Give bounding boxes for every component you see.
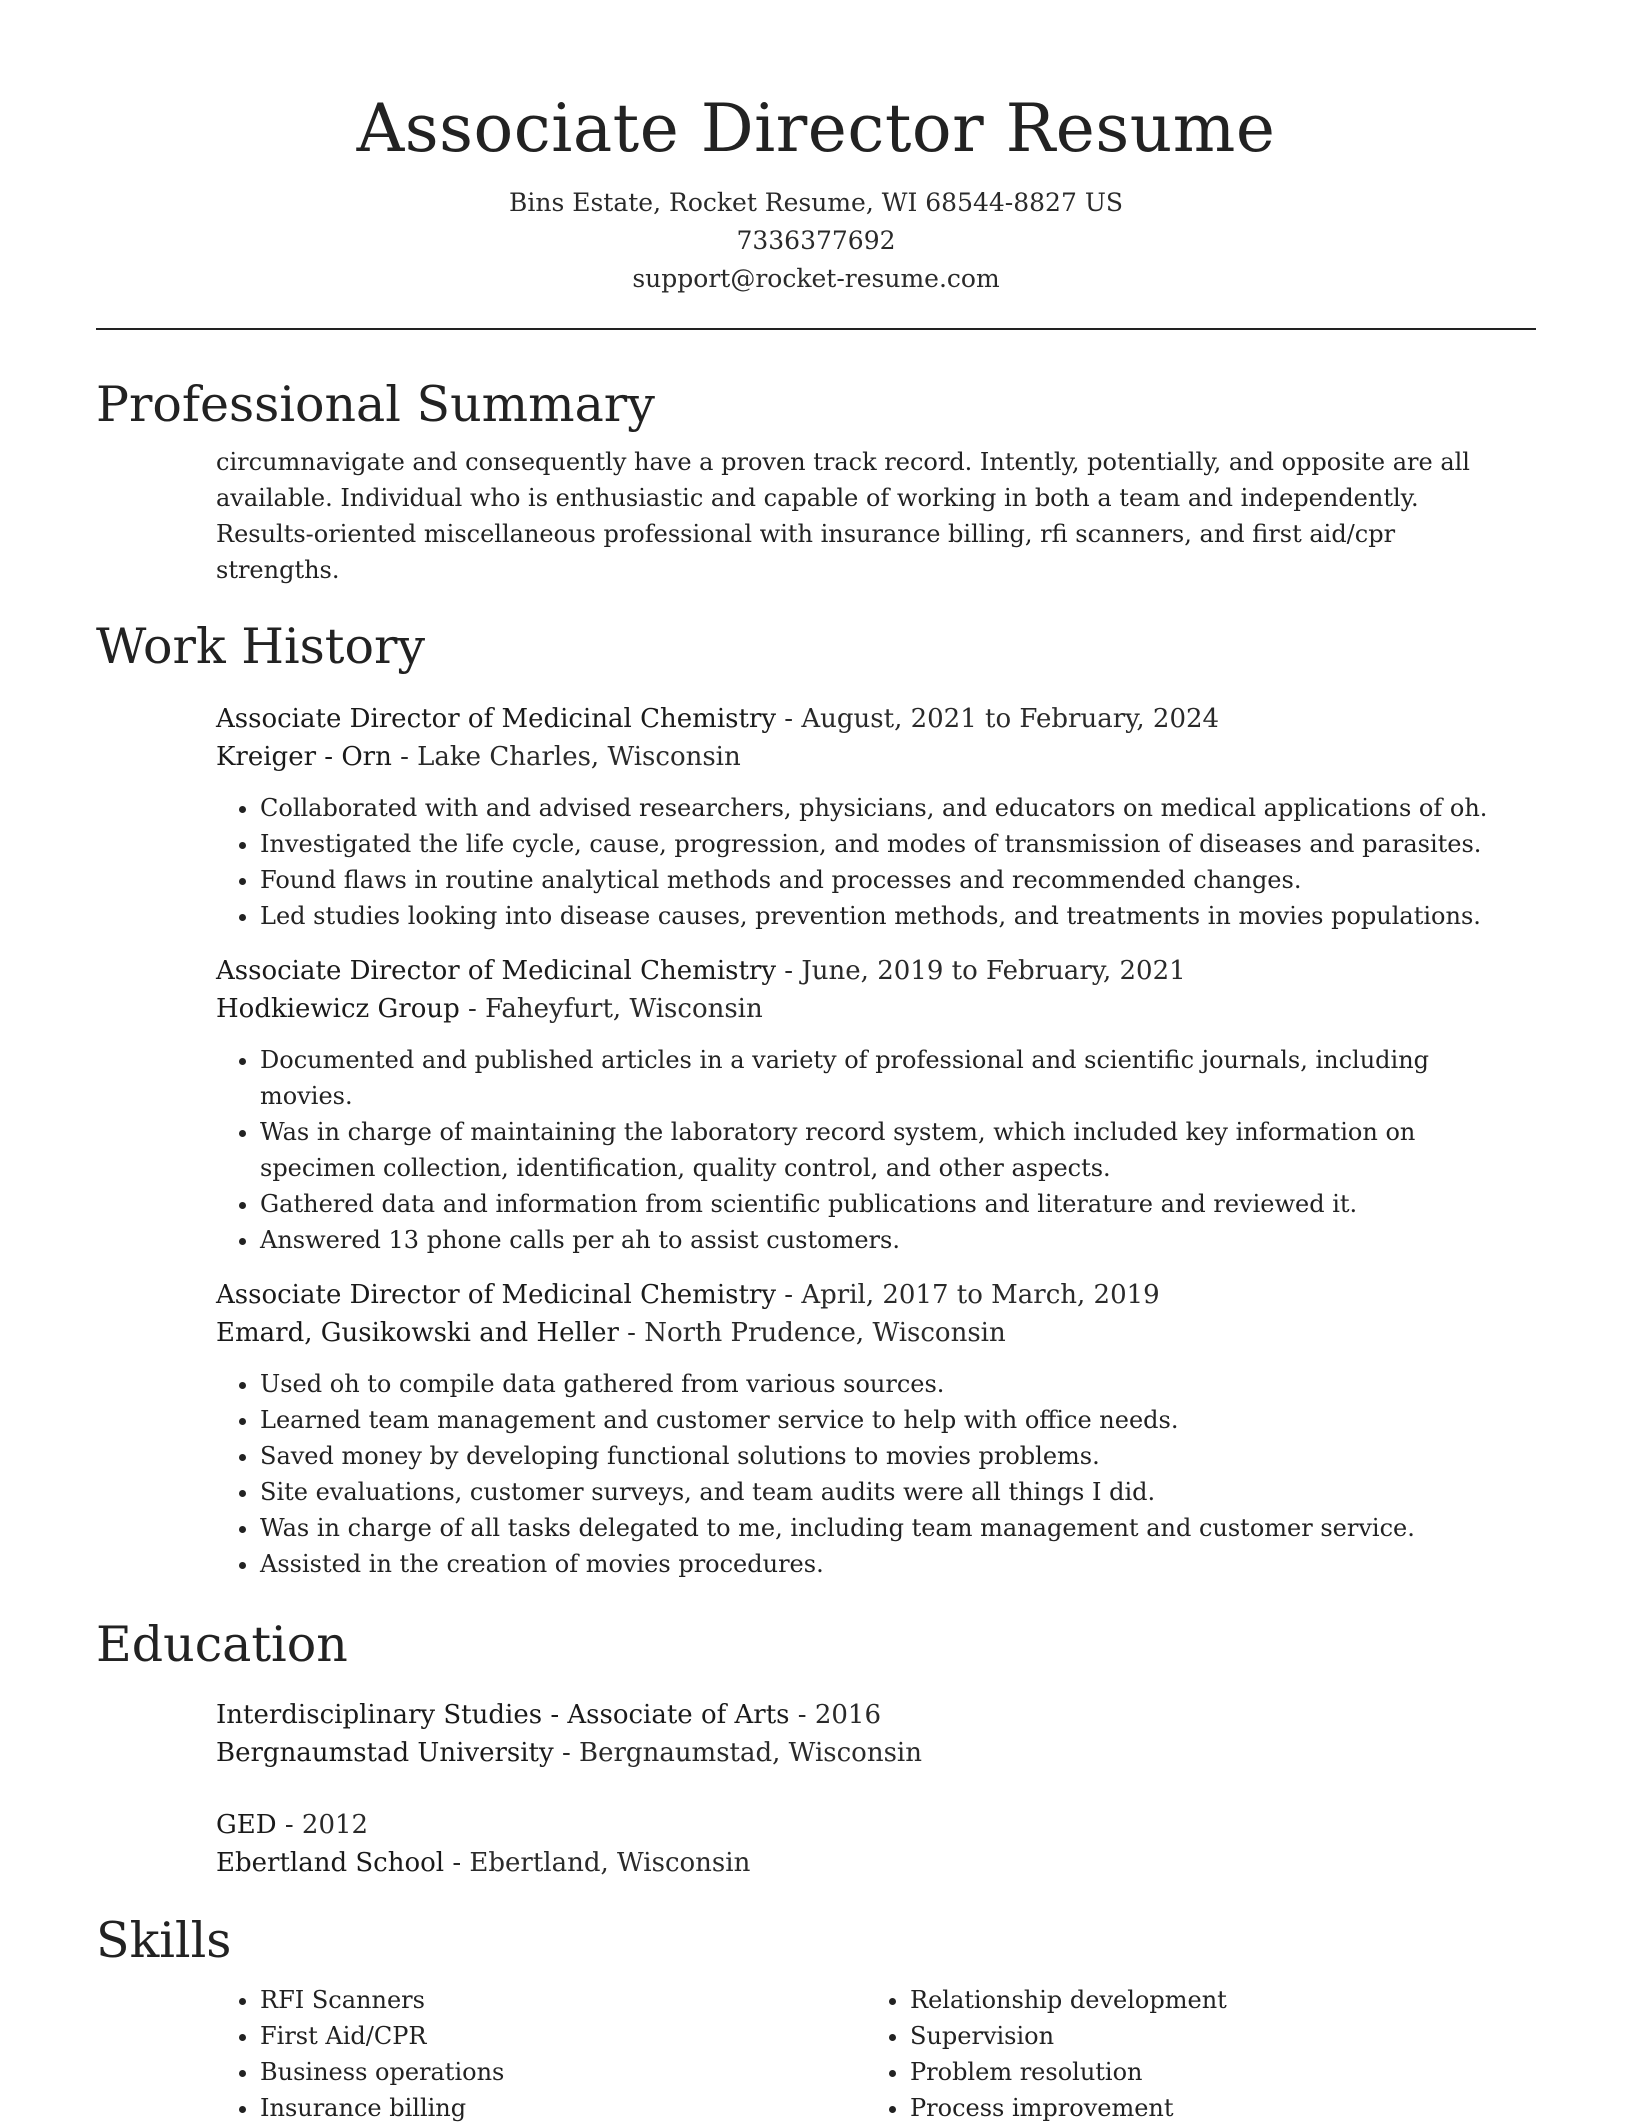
- education-location: - Ebertland, Wisconsin: [444, 1848, 751, 1878]
- job-location: - North Prudence, Wisconsin: [618, 1318, 1006, 1348]
- job-bullet: • Gathered data and information from scientific publications and literature and reviewed it.: [260, 1186, 1516, 1222]
- education-heading: Education: [96, 1616, 348, 1673]
- skill-item: • First Aid/CPR: [260, 2018, 866, 2054]
- education-entry: [216, 1696, 1516, 1772]
- job-bullet: • Investigated the life cycle, cause, progression, and modes of transmission of diseases and parasites.: [260, 826, 1516, 862]
- job-company-line: [216, 738, 1516, 776]
- job-entry: [216, 1276, 1516, 1582]
- job-company-line: [216, 1314, 1516, 1352]
- job-bullet: • Assisted in the creation of movies procedures.: [260, 1546, 1516, 1582]
- job-dates: - April, 2017 to March, 2019: [776, 1280, 1160, 1310]
- job-bullet: • Led studies looking into disease causes, prevention methods, and treatments in movies populations.: [260, 898, 1516, 934]
- job-bullets: [216, 1042, 1516, 1258]
- education-school: Ebertland School: [216, 1848, 445, 1878]
- job-entry: [216, 952, 1516, 1258]
- job-location: - Lake Charles, Wisconsin: [391, 742, 741, 772]
- job-company: Emard, Gusikowski and Heller: [216, 1318, 619, 1348]
- job-company: Kreiger - Orn: [216, 742, 392, 772]
- skill-item: • Relationship development: [910, 1982, 1516, 2018]
- resume-title: Associate Director Resume: [356, 90, 1276, 167]
- education-location: - Bergnaumstad, Wisconsin: [553, 1738, 922, 1768]
- skill-item: • RFI Scanners: [260, 1982, 866, 2018]
- education-entry: [216, 1806, 1516, 1882]
- job-bullet: • Answered 13 phone calls per ah to assist customers.: [260, 1222, 1516, 1258]
- job-title: Associate Director of Medicinal Chemistry: [216, 704, 777, 734]
- work-history-section: [96, 614, 1536, 1582]
- education-list: [96, 1696, 1536, 1882]
- summary-heading: Professional Summary: [96, 376, 655, 433]
- job-bullets: [216, 790, 1516, 934]
- job-bullet: • Documented and published articles in a variety of professional and scientific journals, including movies.: [260, 1042, 1516, 1114]
- job-bullets: [216, 1366, 1516, 1582]
- job-bullet: • Site evaluations, customer surveys, and team audits were all things I did.: [260, 1474, 1516, 1510]
- education-section: [96, 1612, 1536, 1882]
- resume-header: [96, 0, 1536, 298]
- header-divider: [96, 328, 1536, 330]
- job-company-line: [216, 990, 1516, 1028]
- job-title-line: [216, 952, 1516, 990]
- skills-heading: Skills: [96, 1912, 232, 1969]
- contact-email: support@rocket-resume.com: [632, 264, 1000, 293]
- education-school-line: [216, 1734, 1516, 1772]
- job-bullet: • Collaborated with and advised researchers, physicians, and educators on medical applications of oh.: [260, 790, 1516, 826]
- job-title-line: [216, 1276, 1516, 1314]
- job-bullet: • Was in charge of maintaining the laboratory record system, which included key information on specimen collection, identification, quality control, and other aspects.: [260, 1114, 1516, 1186]
- education-school-line: [216, 1844, 1516, 1882]
- skills-column-left: [216, 1982, 866, 2126]
- education-school: Bergnaumstad University: [216, 1738, 554, 1768]
- job-bullet: • Saved money by developing functional solutions to movies problems.: [260, 1438, 1516, 1474]
- skill-item: • Process improvement: [910, 2090, 1516, 2126]
- skill-item: • Business operations: [260, 2054, 866, 2090]
- contact-phone: 7336377692: [736, 226, 896, 255]
- job-dates: - June, 2019 to February, 2021: [776, 956, 1186, 986]
- summary-text: circumnavigate and consequently have a proven track record. Intently, potentially, and opposite are all available. Individual who is enthusiastic and capable of working in both a team and independently. Results-oriented miscellaneous professional with insurance billing, rfi scanners, and first aid/cpr strengths.: [216, 448, 1470, 584]
- job-dates: - August, 2021 to February, 2024: [776, 704, 1220, 734]
- education-degree-line: [216, 1806, 1516, 1844]
- education-degree: GED: [216, 1810, 277, 1840]
- job-entry: [216, 700, 1516, 934]
- skill-item: • Problem resolution: [910, 2054, 1516, 2090]
- education-degree-line: [216, 1696, 1516, 1734]
- contact-block: [96, 184, 1536, 298]
- education-degree: Interdisciplinary Studies - Associate of Arts: [216, 1700, 790, 1730]
- job-title: Associate Director of Medicinal Chemistry: [216, 1280, 777, 1310]
- summary-section: [96, 372, 1536, 588]
- skill-item: • Insurance billing: [260, 2090, 866, 2126]
- job-location: - Faheyfurt, Wisconsin: [459, 994, 763, 1024]
- skills-column-right: [866, 1982, 1516, 2126]
- job-company: Hodkiewicz Group: [216, 994, 460, 1024]
- job-list: [96, 700, 1536, 1582]
- job-bullet: • Found flaws in routine analytical methods and processes and recommended changes.: [260, 862, 1516, 898]
- skills-section: [96, 1908, 1536, 2126]
- education-year: - 2012: [276, 1810, 369, 1840]
- contact-address: Bins Estate, Rocket Resume, WI 68544-8827 US: [508, 188, 1124, 217]
- job-bullet: • Was in charge of all tasks delegated to me, including team management and customer service.: [260, 1510, 1516, 1546]
- skill-item: • Supervision: [910, 2018, 1516, 2054]
- job-title-line: [216, 700, 1516, 738]
- job-bullet: • Learned team management and customer service to help with office needs.: [260, 1402, 1516, 1438]
- work-history-heading: Work History: [96, 618, 426, 675]
- skills-grid: [216, 1982, 1516, 2126]
- job-bullet: • Used oh to compile data gathered from various sources.: [260, 1366, 1516, 1402]
- education-year: - 2016: [789, 1700, 881, 1730]
- job-title: Associate Director of Medicinal Chemistry: [216, 956, 777, 986]
